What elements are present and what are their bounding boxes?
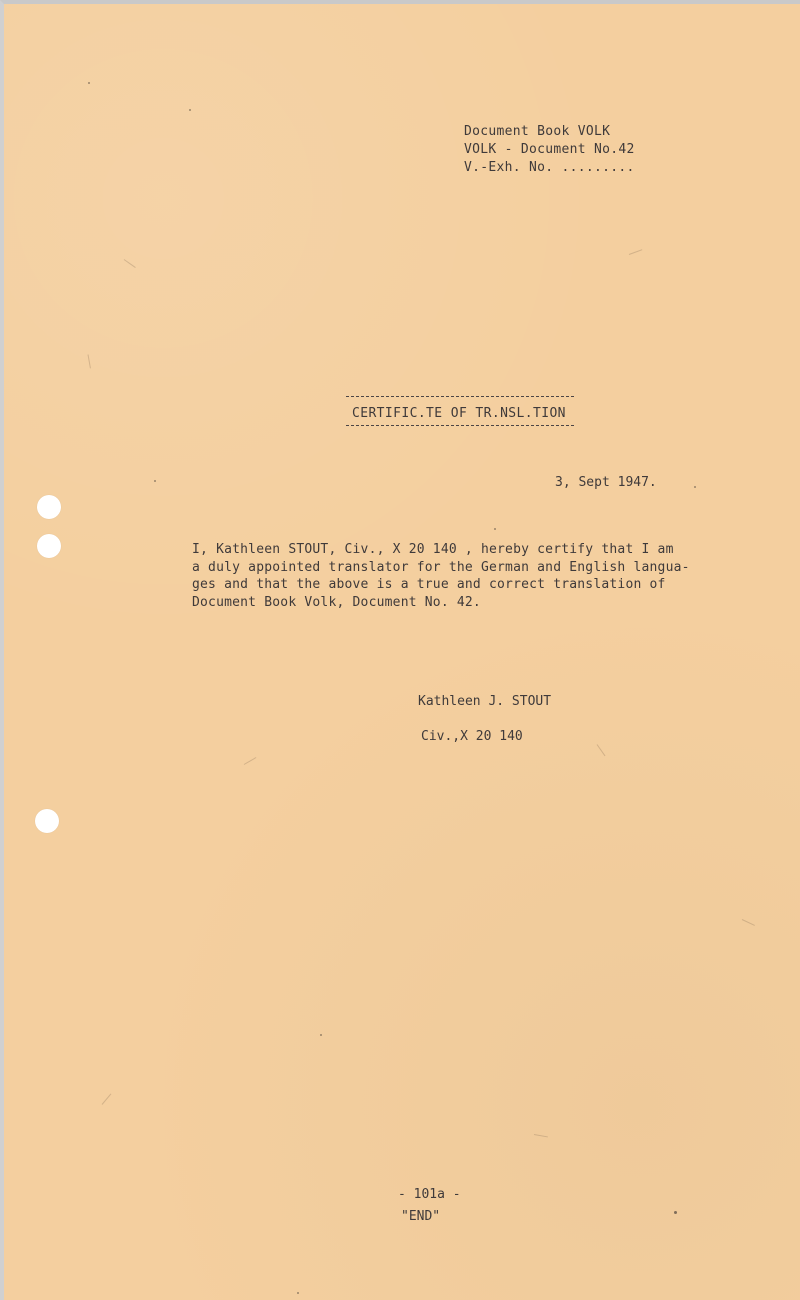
paper-fiber: [629, 249, 642, 255]
paper-fiber: [124, 259, 136, 268]
body-line-1: I, Kathleen STOUT, Civ., X 20 140 , hereby certify that I am: [192, 542, 674, 557]
paper-fiber: [244, 757, 257, 765]
paper-fiber: [88, 354, 91, 368]
paper-speck: [674, 1211, 677, 1214]
paper-speck: [694, 486, 696, 488]
title-bottom-rule: [346, 425, 574, 426]
body-line-2: a duly appointed translator for the German and English langua-: [192, 560, 690, 575]
body-line-3: ges and that the above is a true and correct translation of: [192, 577, 666, 592]
punch-hole-middle: [37, 534, 61, 558]
paper-fiber: [102, 1093, 112, 1104]
paper-fiber: [742, 919, 755, 926]
paper-speck: [320, 1034, 322, 1036]
document-book-line: Document Book VOLK: [464, 124, 611, 139]
paper-fiber: [597, 744, 606, 756]
certificate-title-block: [346, 396, 574, 428]
certificate-date: 3, Sept 1947.: [555, 475, 657, 490]
paper-speck: [189, 109, 191, 111]
translator-signature-name: Kathleen J. STOUT: [418, 694, 552, 709]
body-line-4: Document Book Volk, Document No. 42.: [192, 595, 481, 610]
end-marker: "END": [401, 1209, 441, 1224]
page-number: - 101a -: [398, 1187, 461, 1202]
paper-speck: [297, 1292, 299, 1294]
exhibit-number-line: V.-Exh. No. .........: [464, 160, 635, 175]
paper-speck: [154, 480, 156, 482]
document-number-line: VOLK - Document No.42: [464, 142, 635, 157]
certificate-title: CERTIFIC.TE OF TR.NSL.TION: [352, 406, 566, 421]
punch-hole-top: [37, 495, 61, 519]
paper-speck: [494, 528, 496, 530]
title-top-rule: [346, 396, 574, 397]
paper-speck: [88, 82, 90, 84]
punch-hole-bottom: [35, 809, 59, 833]
paper-fiber: [534, 1134, 548, 1137]
translator-signature-id: Civ.,X 20 140: [421, 729, 523, 744]
